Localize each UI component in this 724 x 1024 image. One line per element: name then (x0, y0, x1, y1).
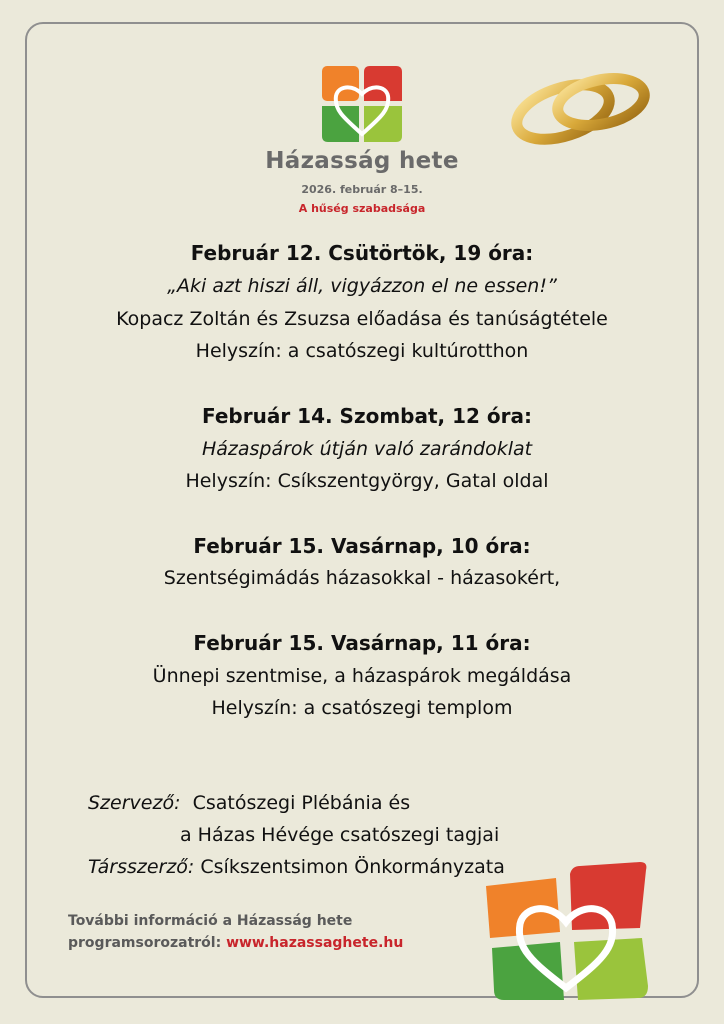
event-location: Helyszín: a csatószegi templom (211, 697, 513, 719)
event-description: Szentségimádás házasokkal - házasokért, (163, 567, 561, 589)
co-organizer-label: Társszerző: (88, 856, 195, 878)
co-organizer-name: Csíkszentsimon Önkormányzata (200, 856, 505, 878)
brand-date: 2026. február 8–15. (301, 183, 423, 196)
hazassag-hete-logo-large (480, 862, 650, 1000)
footer-line-1: További információ a Házasság hete (68, 913, 353, 929)
organizer-row-2: a Házas Hévége csatószegi tagjai (180, 824, 500, 846)
event-heading: Február 14. Szombat, 12 óra: (202, 404, 532, 428)
organizer-name: Csatószegi Plébánia és (192, 792, 411, 814)
brand-motto: A hűség szabadsága (298, 202, 426, 215)
hazassag-hete-logo (322, 66, 402, 142)
brand-title: Házasság hete (265, 148, 459, 174)
event-heading: Február 15. Vasárnap, 11 óra: (193, 631, 531, 655)
organizer-row (88, 790, 410, 816)
event-location: Helyszín: Csíkszentgyörgy, Gatal oldal (185, 470, 549, 492)
organizer-label: Szervező: (88, 792, 181, 814)
footer-info (68, 910, 403, 954)
footer-prefix: programsorozatról: (68, 935, 222, 951)
co-organizer-row (88, 854, 505, 880)
event-location: Helyszín: a csatószegi kultúrotthon (195, 340, 529, 362)
event-description: Ünnepi szentmise, a házaspárok megáldása (152, 665, 572, 687)
footer-line-2 (68, 932, 403, 954)
website-link[interactable]: www.hazassaghete.hu (226, 935, 404, 951)
event-heading: Február 12. Csütörtök, 19 óra: (190, 241, 534, 265)
wedding-rings-image (505, 62, 655, 152)
event-subtitle: Házaspárok útján való zarándoklat (201, 438, 533, 460)
event-heading: Február 15. Vasárnap, 10 óra: (193, 534, 531, 558)
event-subtitle: „Aki azt hiszi áll, vigyázzon el ne essen!” (167, 275, 557, 297)
event-description: Kopacz Zoltán és Zsuzsa előadása és tanúságtétele (116, 308, 608, 330)
